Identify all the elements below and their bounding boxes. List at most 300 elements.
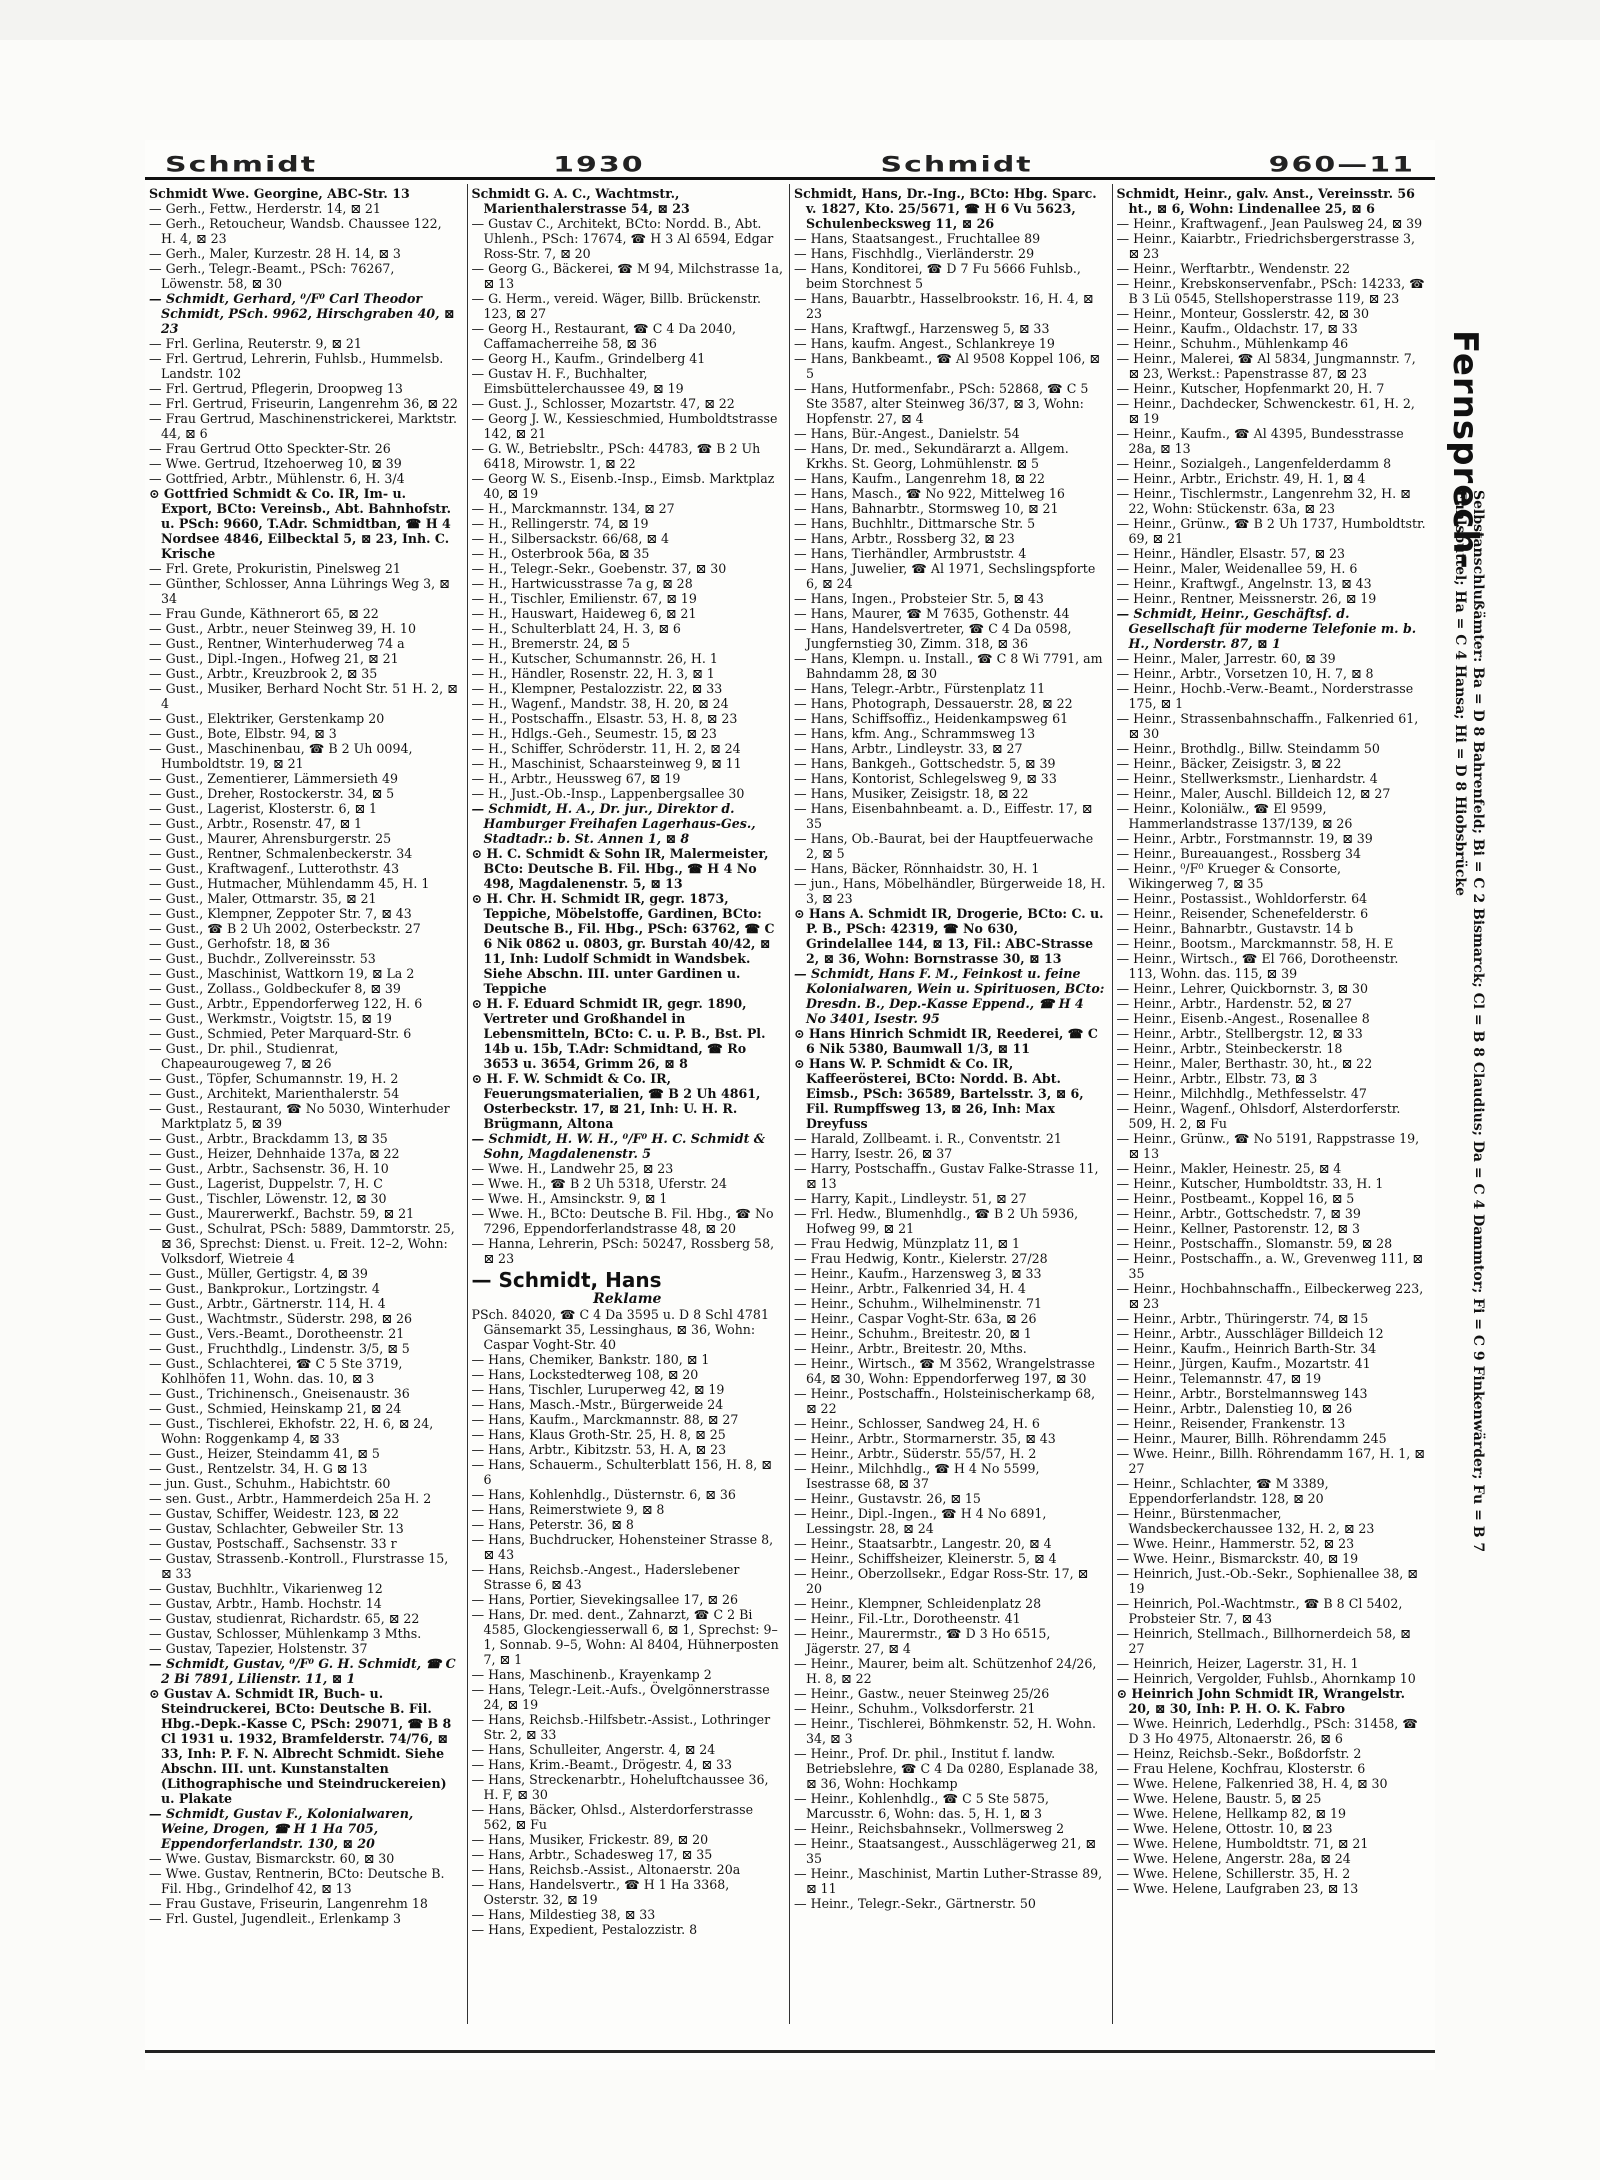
directory-entry: — Wwe. Heinr., Bismarckstr. 40, ⊠ 19 bbox=[1116, 1551, 1359, 1566]
directory-entry: — Gust., Gerhofstr. 18, ⊠ 36 bbox=[149, 936, 330, 951]
directory-entry: — Heinr., Tischlerei, Böhmkenstr. 52, H. Wohn. 34, ⊠ 3 bbox=[794, 1716, 1097, 1746]
directory-entry: — Heinr., Schlosser, Sandweg 24, H. 6 bbox=[794, 1416, 1040, 1431]
directory-entry: — Georg J. W., Kessieschmied, Humboldtstrasse 142, ⊠ 21 bbox=[471, 411, 778, 441]
directory-entry: — Heinr., Arbtr., Erichstr. 49, H. 1, ⊠ 4 bbox=[1116, 471, 1366, 486]
directory-entry: — Heinr., Arbtr., Borstelmannsweg 143 bbox=[1116, 1386, 1368, 1401]
directory-entry: — Schmidt, H. A., Dr. jur., Direktor d. Hamburger Freihafen Lagerhaus-Ges., Stadtadr.: b. St. Annen 1, ⊠ 8 bbox=[471, 801, 756, 846]
directory-entry: — Hans, Mildestieg 38, ⊠ 33 bbox=[471, 1907, 656, 1922]
directory-entry: — Schmidt, Hans F. M., Feinkost u. feine Kolonialwaren, Wein u. Spirituosen, BCto: Dresdn. B., Dep.-Kasse Eppend., ☎ H 4 No 3401, Isestr. 95 bbox=[794, 966, 1105, 1026]
directory-entry: — Frau Gunde, Käthnerort 65, ⊠ 22 bbox=[149, 606, 379, 621]
directory-entry: — Gust., Tischlerei, Ekhofstr. 22, H. 6, ⊠ 24, Wohn: Roggenkamp 4, ⊠ 33 bbox=[149, 1416, 434, 1446]
directory-columns bbox=[145, 184, 1435, 2024]
directory-entry: — Heinr., Postschaffn., a. W., Grevenweg 111, ⊠ 35 bbox=[1116, 1251, 1423, 1281]
directory-entry: — Gust., Schmied, Heinskamp 21, ⊠ 24 bbox=[149, 1401, 402, 1416]
fernsprech-side-tab bbox=[1445, 330, 1505, 1630]
directory-entry: — Wwe. Gustav, Rentnerin, BCto: Deutsche B. Fil. Hbg., Grindelhof 42, ⊠ 13 bbox=[149, 1866, 445, 1896]
directory-entry: — Heinr., Stellwerksmstr., Lienhardstr. 4 bbox=[1116, 771, 1378, 786]
directory-entry: ⊙ H. F. W. Schmidt & Co. IR, Feuerungsmaterialien, ☎ B 2 Uh 4861, Osterbeckstr. 17, ⊠ 21, Inh: U. H. R. Brügmann, Altona bbox=[471, 1071, 761, 1131]
directory-entry: — Heinr., Wagenf., Ohlsdorf, Alsterdorferstr. 509, H. 2, ⊠ Fu bbox=[1116, 1101, 1401, 1131]
directory-entry: — Hans, Klempn. u. Install., ☎ C 8 Wi 7791, am Bahndamm 28, ⊠ 30 bbox=[794, 651, 1103, 681]
directory-entry: — Hans, Kohlenhdlg., Düsternstr. 6, ⊠ 36 bbox=[471, 1487, 736, 1502]
directory-entry: — H., Telegr.-Sekr., Goebenstr. 37, ⊠ 30 bbox=[471, 561, 727, 576]
directory-entry: — Gust., Heizer, Steindamm 41, ⊠ 5 bbox=[149, 1446, 380, 1461]
directory-entry: — Heinrich, Vergolder, Fuhlsb., Ahornkamp 10 bbox=[1116, 1671, 1416, 1686]
directory-entry: — Gust., Musiker, Berhard Nocht Str. 51 H. 2, ⊠ 4 bbox=[149, 681, 458, 711]
directory-entry: — Gust., Werkmstr., Voigtstr. 15, ⊠ 19 bbox=[149, 1011, 392, 1026]
directory-entry: — Heinr., Maurermstr., ☎ D 3 Ho 6515, Jägerstr. 27, ⊠ 4 bbox=[794, 1626, 1051, 1656]
directory-entry: — H., Schulterblatt 24, H. 3, ⊠ 6 bbox=[471, 621, 681, 636]
directory-entry: — Günther, Schlosser, Anna Lührings Weg 3, ⊠ 34 bbox=[149, 576, 450, 606]
directory-entry: — Heinr., Bureauangest., Rossberg 34 bbox=[1116, 846, 1362, 861]
directory-entry: — Gust., Lagerist, Klosterstr. 6, ⊠ 1 bbox=[149, 801, 378, 816]
directory-entry: — Hans, Konditorei, ☎ D 7 Fu 5666 Fuhlsb., beim Storchnest 5 bbox=[794, 261, 1081, 291]
directory-entry: — Georg W. S., Eisenb.-Insp., Eimsb. Marktplaz 40, ⊠ 19 bbox=[471, 471, 775, 501]
directory-entry: — Wwe. H., Amsinckstr. 9, ⊠ 1 bbox=[471, 1191, 668, 1206]
directory-entry: — Frl. Gertrud, Lehrerin, Fuhlsb., Hummelsb. Landstr. 102 bbox=[149, 351, 444, 381]
directory-entry: — Hans, Reichsb.-Assist., Altonaerstr. 20a bbox=[471, 1862, 741, 1877]
directory-entry: — Heinr., Hochb.-Verw.-Beamt., Norderstrasse 175, ⊠ 1 bbox=[1116, 681, 1414, 711]
directory-entry: — Heinr., Prof. Dr. phil., Institut f. landw. Betriebslehre, ☎ C 4 Da 0280, Esplanade 38, ⊠ 36, Wohn: Hochkamp bbox=[794, 1746, 1099, 1791]
directory-entry: — Heinr., ⁰/F⁰ Krueger & Consorte, Wikingerweg 7, ⊠ 35 bbox=[1116, 861, 1342, 891]
directory-entry: — Harry, Postschaffn., Gustav Falke-Strasse 11, ⊠ 13 bbox=[794, 1161, 1099, 1191]
directory-entry: — Frl. Gustel, Jugendleit., Erlenkamp 3 bbox=[149, 1911, 401, 1926]
directory-entry: — Gust., Bote, Elbstr. 94, ⊠ 3 bbox=[149, 726, 337, 741]
directory-entry: — Hans, Ob.-Baurat, bei der Hauptfeuerwache 2, ⊠ 5 bbox=[794, 831, 1094, 861]
directory-entry: — Hans, Bäcker, Ohlsd., Alsterdorferstrasse 562, ⊠ Fu bbox=[471, 1802, 754, 1832]
directory-entry: — Hans, Juwelier, ☎ Al 1971, Sechslingspforte 6, ⊠ 24 bbox=[794, 561, 1096, 591]
directory-entry: — Gustav, Schlachter, Gebweiler Str. 13 bbox=[149, 1521, 404, 1536]
directory-entry: — Hans, Staatsangest., Fruchtallee 89 bbox=[794, 231, 1041, 246]
directory-entry: — Wwe. Gertrud, Itzehoerweg 10, ⊠ 39 bbox=[149, 456, 402, 471]
directory-entry: — Gust., Maurerwerkf., Bachstr. 59, ⊠ 21 bbox=[149, 1206, 415, 1221]
directory-entry: — jun. Gust., Schuhm., Habichtstr. 60 bbox=[149, 1476, 391, 1491]
directory-entry: — Hans, Maschinenb., Krayenkamp 2 bbox=[471, 1667, 712, 1682]
directory-entry: — Hans, Handelsvertreter, ☎ C 4 Da 0598, Jungfernstieg 30, Zimm. 318, ⊠ 36 bbox=[794, 621, 1072, 651]
directory-entry: — Hans, Masch.-Mstr., Bürgerweide 24 bbox=[471, 1397, 724, 1412]
directory-entry: — Heinr., Bürstenmacher, Wandsbeckerchaussee 132, H. 2, ⊠ 23 bbox=[1116, 1506, 1375, 1536]
directory-entry: — Frl. Gertrud, Friseurin, Langenrehm 36, ⊠ 22 bbox=[149, 396, 458, 411]
directory-entry: — Gustav, Schiffer, Weidestr. 123, ⊠ 22 bbox=[149, 1506, 399, 1521]
directory-entry: — Gust., Rentner, Schmalenbeckerstr. 34 bbox=[149, 846, 413, 861]
directory-entry: — Heinr., Eisenb.-Angest., Rosenallee 8 bbox=[1116, 1011, 1370, 1026]
directory-entry: — Heinr., Hochbahnschaffn., Eilbeckerweg 223, ⊠ 23 bbox=[1116, 1281, 1424, 1311]
directory-entry: — Wwe. H., BCto: Deutsche B. Fil. Hbg., ☎ No 7296, Eppendorferlandstrasse 48, ⊠ 20 bbox=[471, 1206, 774, 1236]
side-tab-legend: Selbstanschlußämter: Ba = D 8 Bahrenfeld; Bi = C 2 Bismarck; Cl = B 8 Claudius; Da = C 4 Dammtor; Fi = C 9 Finkenwärder; Fu = B 7 Fuhlsbüttel; Ha = C 4 Hansa; Hi = D 8 Hiobsbrücke bbox=[1452, 490, 1486, 1553]
directory-entry: — Hans, Streckenarbtr., Hoheluftchaussee 36, H. F, ⊠ 30 bbox=[471, 1772, 769, 1802]
directory-entry: — G. Herm., vereid. Wäger, Billb. Brückenstr. 123, ⊠ 27 bbox=[471, 291, 761, 321]
directory-entry: — Gust., Lagerist, Duppelstr. 7, H. C bbox=[149, 1176, 383, 1191]
directory-entry: — Heinr., Milchhdlg., Methfesselstr. 47 bbox=[1116, 1086, 1367, 1101]
directory-entry: — Heinr., Schuhm., Mühlenkamp 46 bbox=[1116, 336, 1349, 351]
directory-entry: ⊙ Gottfried Schmidt & Co. IR, Im- u. Export, BCto: Vereinsb., Abt. Bahnhofstr. u. PSch: 9660, T.Adr. Schmidtban, ☎ H 4 Nordsee 4846, Eilbecktal 5, ⊠ 23, Inh. C. Krische bbox=[149, 486, 451, 561]
directory-entry: — Heinr., Fil.-Ltr., Dorotheenstr. 41 bbox=[794, 1611, 1021, 1626]
directory-entry: — Heinr., Klempner, Schleidenplatz 28 bbox=[794, 1596, 1042, 1611]
directory-entry: — Gustav, Arbtr., Hamb. Hochstr. 14 bbox=[149, 1596, 382, 1611]
directory-entry: — Heinrich, Heizer, Lagerstr. 31, H. 1 bbox=[1116, 1656, 1359, 1671]
side-tab-title: Fernsprech- bbox=[1445, 330, 1485, 570]
directory-entry: — Hans, Klaus Groth-Str. 25, H. 8, ⊠ 25 bbox=[471, 1427, 726, 1442]
directory-entry: — Heinr., Makler, Heinestr. 25, ⊠ 4 bbox=[1116, 1161, 1342, 1176]
directory-entry: — Heinr., Maurer, beim alt. Schützenhof 24/26, H. 8, ⊠ 22 bbox=[794, 1656, 1097, 1686]
directory-entry: — Heinr., Caspar Voght-Str. 63a, ⊠ 26 bbox=[794, 1311, 1037, 1326]
directory-entry: — Gust., Arbtr., Sachsenstr. 36, H. 10 bbox=[149, 1161, 389, 1176]
directory-entry: — Gust., Zollass., Goldbeckufer 8, ⊠ 39 bbox=[149, 981, 401, 996]
directory-entry: — Heinr., Arbtr., Stellbergstr. 12, ⊠ 33 bbox=[1116, 1026, 1363, 1041]
directory-entry: — Frau Gustave, Friseurin, Langenrehm 18 bbox=[149, 1896, 428, 1911]
directory-entry: — Heinr., Arbtr., Steinbeckerstr. 18 bbox=[1116, 1041, 1343, 1056]
directory-entry: — Wwe. Helene, Falkenried 38, H. 4, ⊠ 30 bbox=[1116, 1776, 1388, 1791]
directory-entry: — Harald, Zollbeamt. i. R., Conventstr. 21 bbox=[794, 1131, 1062, 1146]
directory-entry: — Hans, Arbtr., Rossberg 32, ⊠ 23 bbox=[794, 531, 1015, 546]
directory-entry: — Wwe. Heinr., Billh. Röhrendamm 167, H. 1, ⊠ 27 bbox=[1116, 1446, 1425, 1476]
directory-entry: — Hans, Reichsb.-Hilfsbetr.-Assist., Lothringer Str. 2, ⊠ 33 bbox=[471, 1712, 771, 1742]
directory-entry: — Frl. Gertrud, Pflegerin, Droopweg 13 bbox=[149, 381, 403, 396]
directory-entry: — Schmidt, Heinr., Geschäftsf. d. Gesellschaft für moderne Telefonie m. b. H., Norderstr. 87, ⊠ 1 bbox=[1116, 606, 1417, 651]
directory-entry: — Gust., Elektriker, Gerstenkamp 20 bbox=[149, 711, 385, 726]
directory-entry: — Heinr., Kutscher, Hopfenmarkt 20, H. 7 bbox=[1116, 381, 1385, 396]
directory-entry: — Georg H., Restaurant, ☎ C 4 Da 2040, Caffamacherreihe 58, ⊠ 36 bbox=[471, 321, 737, 351]
directory-entry: — Heinr., Sozialgeh., Langenfelderdamm 8 bbox=[1116, 456, 1392, 471]
directory-entry: — Gustav, Buchhltr., Vikarienweg 12 bbox=[149, 1581, 383, 1596]
directory-entry: — Gust., Rentner, Winterhuderweg 74 a bbox=[149, 636, 405, 651]
directory-entry: — Hans, Bankbeamt., ☎ Al 9508 Koppel 106, ⊠ 5 bbox=[794, 351, 1100, 381]
directory-entry: — Heinr., Arbtr., Gottschedstr. 7, ⊠ 39 bbox=[1116, 1206, 1361, 1221]
directory-entry: — Wwe. Heinr., Hammerstr. 52, ⊠ 23 bbox=[1116, 1536, 1355, 1551]
directory-entry: — Heinr., Wirtsch., ☎ El 766, Dorotheenstr. 113, Wohn. das. 115, ⊠ 39 bbox=[1116, 951, 1399, 981]
directory-entry: — Hans, Bauarbtr., Hasselbrookstr. 16, H. 4, ⊠ 23 bbox=[794, 291, 1094, 321]
directory-entry: — Heinr., Monteur, Gosslerstr. 42, ⊠ 30 bbox=[1116, 306, 1370, 321]
directory-entry: — Heinr., Kraftwgf., Angelnstr. 13, ⊠ 43 bbox=[1116, 576, 1372, 591]
directory-entry: — Heinr., Maler, Auschl. Billdeich 12, ⊠ 27 bbox=[1116, 786, 1391, 801]
directory-entry: — Frl. Gerlina, Reuterstr. 9, ⊠ 21 bbox=[149, 336, 362, 351]
directory-entry: ⊙ Hans A. Schmidt IR, Drogerie, BCto: C. u. P. B., PSch: 42319, ☎ No 630, Grindelallee 144, ⊠ 13, Fil.: ABC-Strasse 2, ⊠ 36, Wohn: Bornstrasse 30, ⊠ 13 bbox=[794, 906, 1104, 966]
directory-entry: — Heinr., Maler, Jarrestr. 60, ⊠ 39 bbox=[1116, 651, 1336, 666]
directory-entry: — H., Händler, Rosenstr. 22, H. 3, ⊠ 1 bbox=[471, 666, 715, 681]
directory-entry: — Gust., Rentzelstr. 34, H. G ⊠ 13 bbox=[149, 1461, 368, 1476]
directory-entry: — H., Postschaffn., Elsastr. 53, H. 8, ⊠ 23 bbox=[471, 711, 738, 726]
directory-entry: — Heinr., Bahnarbtr., Gustavstr. 14 b bbox=[1116, 921, 1354, 936]
directory-entry: — Gust., Dr. phil., Studienrat, Chapeaurougeweg 7, ⊠ 26 bbox=[149, 1041, 339, 1071]
directory-entry: — Heinr., Kaufm., Harzensweg 3, ⊠ 33 bbox=[794, 1266, 1042, 1281]
directory-entry: Schmidt, Hans, Dr.-Ing., BCto: Hbg. Sparc. v. 1827, Kto. 25/5671, ☎ H 6 Vu 5623, Schulenbecksweg 11, ⊠ 26 bbox=[794, 186, 1097, 231]
directory-entry: — Hans, Masch., ☎ No 922, Mittelweg 16 bbox=[794, 486, 1065, 501]
directory-entry: — Heinr., Kutscher, Humboldtstr. 33, H. 1 bbox=[1116, 1176, 1384, 1191]
directory-entry: — Gust., Klempner, Zeppoter Str. 7, ⊠ 43 bbox=[149, 906, 412, 921]
directory-entry: — Gerh., Telegr.-Beamt., PSch: 76267, Löwenstr. 58, ⊠ 30 bbox=[149, 261, 395, 291]
directory-entry: — Heinr., Kraftwagenf., Jean Paulsweg 24, ⊠ 39 bbox=[1116, 216, 1423, 231]
directory-entry: — Heinr., Reisender, Frankenstr. 13 bbox=[1116, 1416, 1346, 1431]
directory-entry: — Hans, Maurer, ☎ M 7635, Gothenstr. 44 bbox=[794, 606, 1070, 621]
directory-entry: — Gust., Maschinist, Wattkorn 19, ⊠ La 2 bbox=[149, 966, 415, 981]
directory-entry: — Gust., Tischler, Löwenstr. 12, ⊠ 30 bbox=[149, 1191, 387, 1206]
directory-entry: — Gust., ☎ B 2 Uh 2002, Osterbeckstr. 27 bbox=[149, 921, 421, 936]
directory-entry: — H., Hdlgs.-Geh., Seumestr. 15, ⊠ 23 bbox=[471, 726, 717, 741]
directory-entry: — Hans, Expedient, Pestalozzistr. 8 bbox=[471, 1922, 698, 1937]
directory-entry: — Heinrich, Just.-Ob.-Sekr., Sophienallee 38, ⊠ 19 bbox=[1116, 1566, 1418, 1596]
directory-entry: — H., Rellingerstr. 74, ⊠ 19 bbox=[471, 516, 649, 531]
directory-entry: — Gust., Fruchthdlg., Lindenstr. 3/5, ⊠ 5 bbox=[149, 1341, 410, 1356]
directory-entry: — Frau Gertrud Otto Speckter-Str. 26 bbox=[149, 441, 391, 456]
directory-entry: PSch. 84020, ☎ C 4 Da 3595 u. D 8 Schl 4781 Gänsemarkt 35, Lessinghaus, ⊠ 36, Wohn: Caspar Voght-Str. 40 bbox=[471, 1307, 769, 1352]
directory-entry: — Schmidt, Gustav F., Kolonialwaren, Weine, Drogen, ☎ H 1 Ha 705, Eppendorferlandstr. 130, ⊠ 20 bbox=[149, 1806, 414, 1851]
directory-page bbox=[145, 140, 1435, 2070]
directory-entry: — Heinr., Kaufm., Oldachstr. 17, ⊠ 33 bbox=[1116, 321, 1358, 336]
directory-entry: — H., Silbersackstr. 66/68, ⊠ 4 bbox=[471, 531, 669, 546]
directory-entry: — Gust., Arbtr., Brackdamm 13, ⊠ 35 bbox=[149, 1131, 388, 1146]
directory-entry: — Schmidt, Gustav, ⁰/F⁰ G. H. Schmidt, ☎ C 2 Bi 7891, Lilienstr. 11, ⊠ 1 bbox=[149, 1656, 456, 1686]
directory-entry: — Heinr., Milchhdlg., ☎ H 4 No 5599, Isestrasse 68, ⊠ 37 bbox=[794, 1461, 1040, 1491]
directory-entry: — Hans, kaufm. Angest., Schlankreye 19 bbox=[794, 336, 1055, 351]
directory-entry: Reklame bbox=[593, 1291, 662, 1307]
directory-entry: — Gust., Schulrat, PSch: 5889, Dammtorstr. 25, ⊠ 36, Sprechst: Dienst. u. Freit. 12–2, Wohn: Volksdorf, Wietreie 4 bbox=[149, 1221, 455, 1266]
directory-entry: — H., Marckmannstr. 134, ⊠ 27 bbox=[471, 501, 675, 516]
directory-entry: — sen. Gust., Arbtr., Hammerdeich 25a H. 2 bbox=[149, 1491, 432, 1506]
directory-entry: ⊙ H. C. Schmidt & Sohn IR, Malermeister, BCto: Deutsche B. Fil. Hbg., ☎ H 4 No 498, Magdalenenstr. 5, ⊠ 13 bbox=[471, 846, 769, 891]
directory-entry: — H., Schiffer, Schröderstr. 11, H. 2, ⊠ 24 bbox=[471, 741, 741, 756]
directory-entry: ⊙ H. F. Eduard Schmidt IR, gegr. 1890, Vertreter und Großhandel in Lebensmitteln, BCto: C. u. P. B., Bst. Pl. 14b u. 15b, T.Adr: Schmidtand, ☎ Ro 3653 u. 3654, Grimm 26, ⊠ 8 bbox=[471, 996, 766, 1071]
directory-entry: — Wwe. Helene, Humboldtstr. 71, ⊠ 21 bbox=[1116, 1836, 1369, 1851]
directory-entry: — Hans, Lockstedterweg 108, ⊠ 20 bbox=[471, 1367, 699, 1382]
directory-entry: — Wwe. Helene, Schillerstr. 35, H. 2 bbox=[1116, 1866, 1351, 1881]
directory-entry: — Heinrich, Stellmach., Billhornerdeich 58, ⊠ 27 bbox=[1116, 1626, 1411, 1656]
directory-entry: — Hans, Peterstr. 36, ⊠ 8 bbox=[471, 1517, 634, 1532]
directory-entry: — Gust., Zementierer, Lämmersieth 49 bbox=[149, 771, 399, 786]
directory-entry: — Hans, Fischhdlg., Vierländerstr. 29 bbox=[794, 246, 1035, 261]
directory-entry: — Hans, Arbtr., Kibitzstr. 53, H. A, ⊠ 23 bbox=[471, 1442, 727, 1457]
directory-entry: — Heinr., Arbtr., Süderstr. 55/57, H. 2 bbox=[794, 1446, 1037, 1461]
directory-entry: — H., Just.-Ob.-Insp., Lappenbergsallee 30 bbox=[471, 786, 745, 801]
directory-entry: — Gust., Architekt, Marienthalerstr. 54 bbox=[149, 1086, 400, 1101]
directory-entry: Schmidt G. A. C., Wachtmstr., Marienthalerstrasse 54, ⊠ 23 bbox=[471, 186, 690, 216]
directory-entry: — H., Maschinist, Schaarsteinweg 9, ⊠ 11 bbox=[471, 756, 742, 771]
directory-entry: — Heinr., Brothdlg., Billw. Steindamm 50 bbox=[1116, 741, 1380, 756]
header-year: 1930 bbox=[553, 152, 645, 177]
directory-entry: — H., Klempner, Pestalozzistr. 22, ⊠ 33 bbox=[471, 681, 723, 696]
directory-entry: — Heinr., Oberzollsekr., Edgar Ross-Str. 17, ⊠ 20 bbox=[794, 1566, 1089, 1596]
directory-entry: — Heinr., Kohlenhdlg., ☎ C 5 Ste 5875, Marcusstr. 6, Wohn: das. 5, H. 1, ⊠ 3 bbox=[794, 1791, 1049, 1821]
directory-entry: — Heinr., Arbtr., Ausschläger Billdeich 12 bbox=[1116, 1326, 1384, 1341]
bottom-rule bbox=[145, 2050, 1435, 2053]
directory-entry: — Heinr., Arbtr., Hardenstr. 52, ⊠ 27 bbox=[1116, 996, 1353, 1011]
directory-entry: — Hans, Buchdrucker, Hohensteiner Strasse 8, ⊠ 43 bbox=[471, 1532, 774, 1562]
directory-entry: — Hans, Kaufm., Langenrehm 18, ⊠ 22 bbox=[794, 471, 1046, 486]
directory-entry: — Heinr., Jürgen, Kaufm., Mozartstr. 41 bbox=[1116, 1356, 1371, 1371]
directory-entry: — Hans, Kontorist, Schlegelsweg 9, ⊠ 33 bbox=[794, 771, 1057, 786]
directory-entry: — Gust., Schmied, Peter Marquard-Str. 6 bbox=[149, 1026, 412, 1041]
directory-entry: — Gustav, studienrat, Richardstr. 65, ⊠ 22 bbox=[149, 1611, 420, 1626]
directory-entry: — H., Tischler, Emilienstr. 67, ⊠ 19 bbox=[471, 591, 697, 606]
directory-entry: — Hans, Arbtr., Schadesweg 17, ⊠ 35 bbox=[471, 1847, 713, 1862]
directory-entry: — Hans, kfm. Ang., Schrammsweg 13 bbox=[794, 726, 1036, 741]
directory-entry: ⊙ Gustav A. Schmidt IR, Buch- u. Steindruckerei, BCto: Deutsche B. Fil. Hbg.-Depk.-Kasse C, PSch: 29071, ☎ B 8 Cl 1931 u. 1932, Bramfelderstr. 74/76, ⊠ 33, Inh: P. F. N. Albrecht Schmidt. Siehe Abschn. III. unt. Kunstanstalten (Lithographische und Steindruckereien) u. Plakate bbox=[149, 1686, 452, 1806]
directory-entry: — Hans, Dr. med., Sekundärarzt a. Allgem. Krkhs. St. Georg, Lohmühlenstr. ⊠ 5 bbox=[794, 441, 1069, 471]
directory-entry: — Gust., Arbtr., Eppendorferweg 122, H. 6 bbox=[149, 996, 423, 1011]
directory-entry: — H., Arbtr., Heussweg 67, ⊠ 19 bbox=[471, 771, 681, 786]
directory-entry: — H., Hartwicusstrasse 7a g, ⊠ 28 bbox=[471, 576, 693, 591]
directory-entry: — Hans, Tierhändler, Armbruststr. 4 bbox=[794, 546, 1027, 561]
directory-entry: — Frl. Hedw., Blumenhdlg., ☎ B 2 Uh 5936, Hofweg 99, ⊠ 21 bbox=[794, 1206, 1079, 1236]
directory-entry: — Heinr., Kaufm., Heinrich Barth-Str. 34 bbox=[1116, 1341, 1377, 1356]
directory-entry: — Gust., Müller, Gertigstr. 4, ⊠ 39 bbox=[149, 1266, 368, 1281]
directory-entry: — Gustav, Tapezier, Holstenstr. 37 bbox=[149, 1641, 368, 1656]
directory-entry: — Heinr., Bäcker, Zeisigstr. 3, ⊠ 22 bbox=[1116, 756, 1342, 771]
directory-entry: — Wwe. Helene, Ottostr. 10, ⊠ 23 bbox=[1116, 1821, 1333, 1836]
directory-entry: — Harry, Isestr. 26, ⊠ 37 bbox=[794, 1146, 953, 1161]
directory-entry: — Gust., Maler, Ottmarstr. 35, ⊠ 21 bbox=[149, 891, 377, 906]
directory-entry: — Frl. Grete, Prokuristin, Pinelsweg 21 bbox=[149, 561, 401, 576]
directory-entry: — Wwe. Heinrich, Lederhdlg., PSch: 31458, ☎ D 3 Ho 4975, Altonaerstr. 26, ⊠ 6 bbox=[1116, 1716, 1418, 1746]
directory-entry: — Gust., Vers.-Beamt., Dorotheenstr. 21 bbox=[149, 1326, 405, 1341]
directory-entry: — Hans, Hutformenfabr., PSch: 52868, ☎ C 5 Ste 3587, alter Steinweg 36/37, ⊠ 3, Wohn: Hopfenstr. 27, ⊠ 4 bbox=[794, 381, 1089, 426]
directory-entry: — Gust., Töpfer, Schumannstr. 19, H. 2 bbox=[149, 1071, 399, 1086]
directory-entry: — Frau Hedwig, Kontr., Kielerstr. 27/28 bbox=[794, 1251, 1048, 1266]
directory-entry: — H., Osterbrook 56a, ⊠ 35 bbox=[471, 546, 650, 561]
directory-entry: — Heinr., Arbtr., Breitestr. 20, Mths. bbox=[794, 1341, 1027, 1356]
directory-entry: — Heinr., Arbtr., Falkenried 34, H. 4 bbox=[794, 1281, 1026, 1296]
directory-entry: — Heinr., Koloniälw., ☎ El 9599, Hammerlandstrasse 137/139, ⊠ 26 bbox=[1116, 801, 1353, 831]
column-2 bbox=[468, 184, 791, 2024]
directory-entry: — Hans, Ingen., Probsteier Str. 5, ⊠ 43 bbox=[794, 591, 1044, 606]
directory-entry: — Wwe. Helene, Hellkamp 82, ⊠ 19 bbox=[1116, 1806, 1347, 1821]
directory-entry: — Heinr., Telemannstr. 47, ⊠ 19 bbox=[1116, 1371, 1322, 1386]
directory-entry: — Wwe. Gustav, Bismarckstr. 60, ⊠ 30 bbox=[149, 1851, 395, 1866]
directory-entry: — Gust., Dipl.-Ingen., Hofweg 21, ⊠ 21 bbox=[149, 651, 399, 666]
directory-entry: — Gustav, Postschaff., Sachsenstr. 33 r bbox=[149, 1536, 397, 1551]
directory-entry: — Hans, Dr. med. dent., Zahnarzt, ☎ C 2 Bi 4585, Glockengiesserwall 6, ⊠ 1, Sprechst: 9–1, Sonnab. 9–5, Wohn: Al 8404, Hühnerposten 7, ⊠ 1 bbox=[471, 1607, 779, 1667]
directory-entry: — Heinr., Kaiarbtr., Friedrichsbergerstrasse 3, ⊠ 23 bbox=[1116, 231, 1416, 261]
directory-entry: — Heinr., Strassenbahnschaffn., Falkenried 61, ⊠ 30 bbox=[1116, 711, 1419, 741]
directory-entry: — Gerh., Retoucheur, Wandsb. Chaussee 122, H. 4, ⊠ 23 bbox=[149, 216, 442, 246]
directory-entry: ⊙ Hans W. P. Schmidt & Co. IR, Kaffeerösterei, BCto: Nordd. B. Abt. Eimsb., PSch: 36589, Bartelsstr. 3, ⊠ 6, Fil. Rumpffsweg 13, ⊠ 26, Inh: Max Dreyfuss bbox=[794, 1056, 1084, 1131]
directory-entry: — Heinr., Staatsarbtr., Langestr. 20, ⊠ 4 bbox=[794, 1536, 1052, 1551]
directory-entry: — Hans, Bür.-Angest., Danielstr. 54 bbox=[794, 426, 1020, 441]
directory-entry: — Hans, Eisenbahnbeamt. a. D., Eiffestr. 17, ⊠ 35 bbox=[794, 801, 1093, 831]
directory-entry: — Frau Helene, Kochfrau, Klosterstr. 6 bbox=[1116, 1761, 1366, 1776]
directory-entry: — Hans, Bäcker, Rönnhaidstr. 30, H. 1 bbox=[794, 861, 1040, 876]
directory-entry: — Gottfried, Arbtr., Mühlenstr. 6, H. 3/4 bbox=[149, 471, 405, 486]
directory-entry: — Hans, Telegr.-Arbtr., Fürstenplatz 11 bbox=[794, 681, 1046, 696]
directory-entry: — H., Bremerstr. 24, ⊠ 5 bbox=[471, 636, 630, 651]
directory-entry: — Gust., Dreher, Rostockerstr. 34, ⊠ 5 bbox=[149, 786, 395, 801]
directory-entry: — Wwe. H., ☎ B 2 Uh 5318, Uferstr. 24 bbox=[471, 1176, 727, 1191]
directory-entry: — Heinr., Wirtsch., ☎ M 3562, Wrangelstrasse 64, ⊠ 30, Wohn: Eppendorferweg 197, ⊠ 30 bbox=[794, 1356, 1095, 1386]
directory-entry: — Frau Gertrud, Maschinenstrickerei, Marktstr. 44, ⊠ 6 bbox=[149, 411, 457, 441]
directory-entry: — Heinr., Schiffsheizer, Kleinerstr. 5, ⊠ 4 bbox=[794, 1551, 1057, 1566]
directory-entry: — Heinr., Schuhm., Breitestr. 20, ⊠ 1 bbox=[794, 1326, 1032, 1341]
directory-entry: — Heinr., Telegr.-Sekr., Gärtnerstr. 50 bbox=[794, 1896, 1036, 1911]
directory-entry: — Heinr., Postbeamt., Koppel 16, ⊠ 5 bbox=[1116, 1191, 1355, 1206]
directory-entry: — Schmidt, Gerhard, ⁰/F⁰ Carl Theodor Schmidt, PSch. 9962, Hirschgraben 40, ⊠ 23 bbox=[149, 291, 455, 336]
directory-entry: — Gust., Maschinenbau, ☎ B 2 Uh 0094, Humboldtstr. 19, ⊠ 21 bbox=[149, 741, 413, 771]
directory-entry: — Heinz, Reichsb.-Sekr., Boßdorfstr. 2 bbox=[1116, 1746, 1362, 1761]
directory-entry: — Heinr., Maler, Weidenallee 59, H. 6 bbox=[1116, 561, 1358, 576]
directory-entry: — Heinr., Arbtr., Forstmannstr. 19, ⊠ 39 bbox=[1116, 831, 1373, 846]
directory-entry: — Heinr., Maschinist, Martin Luther-Strasse 89, ⊠ 11 bbox=[794, 1866, 1103, 1896]
directory-entry: — Hans, Schulleiter, Angerstr. 4, ⊠ 24 bbox=[471, 1742, 716, 1757]
directory-entry: — Heinr., Kaufm., ☎ Al 4395, Bundesstrasse 28a, ⊠ 13 bbox=[1116, 426, 1404, 456]
directory-entry: — Frau Hedwig, Münzplatz 11, ⊠ 1 bbox=[794, 1236, 1020, 1251]
directory-entry: — Gustav C., Architekt, BCto: Nordd. B., Abt. Uhlenh., PSch: 17674, ☎ H 3 Al 6594, Edgar Ross-Str. 7, ⊠ 20 bbox=[471, 216, 774, 261]
directory-entry: — H., Wagenf., Mandstr. 38, H. 20, ⊠ 24 bbox=[471, 696, 729, 711]
directory-entry: — Gust., Maurer, Ahrensburgerstr. 25 bbox=[149, 831, 392, 846]
directory-entry: — jun., Hans, Möbelhändler, Bürgerweide 18, H. 3, ⊠ 23 bbox=[794, 876, 1106, 906]
directory-entry: — Heinr., Postassist., Wohldorferstr. 64 bbox=[1116, 891, 1368, 906]
directory-entry: ⊙ H. Chr. H. Schmidt IR, gegr. 1873, Teppiche, Möbelstoffe, Gardinen, BCto: Deutsche B., Fil. Hbg., PSch: 63762, ☎ C 6 Nik 0862 u. 0803, gr. Burstah 40/42, ⊠ 11, Inh: Ludolf Schmidt in Wandsbek. Siehe Abschn. III. unter Gardinen u. Teppiche bbox=[471, 891, 775, 996]
directory-entry: — Gust., Bankprokur., Lortzingstr. 4 bbox=[149, 1281, 380, 1296]
directory-entry: — Georg H., Kaufm., Grindelberg 41 bbox=[471, 351, 706, 366]
directory-entry: — Heinr., Werftarbtr., Wendenstr. 22 bbox=[1116, 261, 1351, 276]
column-4 bbox=[1113, 184, 1436, 2024]
directory-entry: — Heinr., Staatsangest., Ausschlägerweg 21, ⊠ 35 bbox=[794, 1836, 1096, 1866]
directory-entry: — Hans, Chemiker, Bankstr. 180, ⊠ 1 bbox=[471, 1352, 710, 1367]
column-3 bbox=[790, 184, 1113, 2024]
directory-entry: — Hanna, Lehrerin, PSch: 50247, Rossberg 58, ⊠ 23 bbox=[471, 1236, 775, 1266]
directory-entry: — Heinr., Bootsm., Marckmannstr. 58, H. E bbox=[1116, 936, 1394, 951]
directory-entry: — Gust., Wachtmstr., Süderstr. 298, ⊠ 26 bbox=[149, 1311, 413, 1326]
directory-entry: — Harry, Kapit., Lindleystr. 51, ⊠ 27 bbox=[794, 1191, 1027, 1206]
directory-entry: — H., Kutscher, Schumannstr. 26, H. 1 bbox=[471, 651, 718, 666]
directory-entry: — Gust., Heizer, Dehnhaide 137a, ⊠ 22 bbox=[149, 1146, 400, 1161]
directory-entry: — Heinr., Maurer, Billh. Röhrendamm 245 bbox=[1116, 1431, 1387, 1446]
directory-entry: — Heinr., Gustavstr. 26, ⊠ 15 bbox=[794, 1491, 981, 1506]
directory-entry: — Heinr., Malerei, ☎ Al 5834, Jungmannstr. 7, ⊠ 23, Werkst.: Papenstrasse 87, ⊠ 23 bbox=[1116, 351, 1416, 381]
directory-entry: — Heinr., Händler, Elsastr. 57, ⊠ 23 bbox=[1116, 546, 1346, 561]
directory-entry: — Gust., Hutmacher, Mühlendamm 45, H. 1 bbox=[149, 876, 430, 891]
directory-entry: — Hans, Reimerstwiete 9, ⊠ 8 bbox=[471, 1502, 665, 1517]
directory-entry: — Wwe. H., Landwehr 25, ⊠ 23 bbox=[471, 1161, 674, 1176]
directory-entry: — Heinr., Schlachter, ☎ M 3389, Eppendorferlandstr. 128, ⊠ 20 bbox=[1116, 1476, 1329, 1506]
directory-entry: — Hans, Musiker, Frickestr. 89, ⊠ 20 bbox=[471, 1832, 709, 1847]
directory-entry: — Wwe. Helene, Angerstr. 28a, ⊠ 24 bbox=[1116, 1851, 1351, 1866]
directory-entry: — Gerh., Fettw., Herderstr. 14, ⊠ 21 bbox=[149, 201, 381, 216]
directory-entry: — Wwe. Helene, Laufgraben 23, ⊠ 13 bbox=[1116, 1881, 1359, 1896]
directory-entry: — G. W., Betriebsltr., PSch: 44783, ☎ B 2 Uh 6418, Mirowstr. 1, ⊠ 22 bbox=[471, 441, 761, 471]
directory-entry: — Hans, Bankgeh., Gottschedstr. 5, ⊠ 39 bbox=[794, 756, 1056, 771]
directory-entry: Schmidt, Heinr., galv. Anst., Vereinsstr. 56 ht., ⊠ 6, Wohn: Lindenallee 25, ⊠ 6 bbox=[1116, 186, 1415, 216]
directory-entry: — Hans, Schauerm., Schulterblatt 156, H. 8, ⊠ 6 bbox=[471, 1457, 772, 1487]
directory-entry: — Heinr., Maler, Berthastr. 30, ht., ⊠ 22 bbox=[1116, 1056, 1373, 1071]
directory-entry: — Hans, Kaufm., Marckmannstr. 88, ⊠ 27 bbox=[471, 1412, 739, 1427]
directory-entry: — Gerh., Maler, Kurzestr. 28 H. 14, ⊠ 3 bbox=[149, 246, 401, 261]
directory-entry: — Heinr., Krebskonservenfabr., PSch: 14233, ☎ B 3 Lü 0545, Stellshoperstrasse 119, ⊠ 23 bbox=[1116, 276, 1425, 306]
directory-entry: — Heinr., Reichsbahnsekr., Vollmersweg 2 bbox=[794, 1821, 1065, 1836]
directory-entry: — Georg G., Bäckerei, ☎ M 94, Milchstrasse 1a, ⊠ 13 bbox=[471, 261, 783, 291]
directory-entry: — Heinr., Gastw., neuer Steinweg 25/26 bbox=[794, 1686, 1050, 1701]
directory-entry: — Gust., Arbtr., Rosenstr. 47, ⊠ 1 bbox=[149, 816, 363, 831]
directory-entry: — Hans, Musiker, Zeisigstr. 18, ⊠ 22 bbox=[794, 786, 1029, 801]
directory-entry: — Hans, Telegr.-Leit.-Aufs., Övelgönnerstrasse 24, ⊠ 19 bbox=[471, 1682, 770, 1712]
directory-entry: — Heinr., Arbtr., Stormarnerstr. 35, ⊠ 43 bbox=[794, 1431, 1056, 1446]
directory-entry: — Heinrich, Pol.-Wachtmstr., ☎ B 8 Cl 5402, Probsteier Str. 7, ⊠ 43 bbox=[1116, 1596, 1403, 1626]
directory-entry: — Gust., Buchdr., Zollvereinsstr. 53 bbox=[149, 951, 376, 966]
header-right: Schmidt bbox=[880, 152, 1033, 177]
directory-entry: — Heinr., Dachdecker, Schwenckestr. 61, H. 2, ⊠ 19 bbox=[1116, 396, 1415, 426]
directory-entry: — Gust., Trichinensch., Gneisenaustr. 36 bbox=[149, 1386, 410, 1401]
directory-entry: — Hans, Bahnarbtr., Stormsweg 10, ⊠ 21 bbox=[794, 501, 1059, 516]
directory-entry: — Heinr., Reisender, Schenefelderstr. 6 bbox=[1116, 906, 1369, 921]
directory-entry: — Gust., Schlachterei, ☎ C 5 Ste 3719, Kohlhöfen 11, Wohn. das. 10, ⊠ 3 bbox=[149, 1356, 403, 1386]
directory-entry: — Heinr., Grünw., ☎ No 5191, Rappstrasse 19, ⊠ 13 bbox=[1116, 1131, 1420, 1161]
directory-entry: — H., Hauswart, Haideweg 6, ⊠ 21 bbox=[471, 606, 697, 621]
directory-entry: — Heinr., Arbtr., Elbstr. 73, ⊠ 3 bbox=[1116, 1071, 1318, 1086]
directory-entry: — Gustav, Schlosser, Mühlenkamp 3 Mths. bbox=[149, 1626, 422, 1641]
directory-entry: — Heinr., Tischlermstr., Langenrehm 32, H. ⊠ 22, Wohn: Stückenstr. 63a, ⊠ 23 bbox=[1116, 486, 1411, 516]
directory-entry: — Hans, Reichsb.-Angest., Haderslebener Strasse 6, ⊠ 43 bbox=[471, 1562, 740, 1592]
directory-entry: ⊙ Hans Hinrich Schmidt IR, Reederei, ☎ C 6 Nik 5380, Baumwall 1/3, ⊠ 11 bbox=[794, 1026, 1098, 1056]
directory-entry: — Wwe. Helene, Baustr. 5, ⊠ 25 bbox=[1116, 1791, 1322, 1806]
directory-entry: — Hans, Portier, Sievekingsallee 17, ⊠ 26 bbox=[471, 1592, 738, 1607]
directory-entry: — Schmidt, Hans bbox=[471, 1268, 662, 1292]
